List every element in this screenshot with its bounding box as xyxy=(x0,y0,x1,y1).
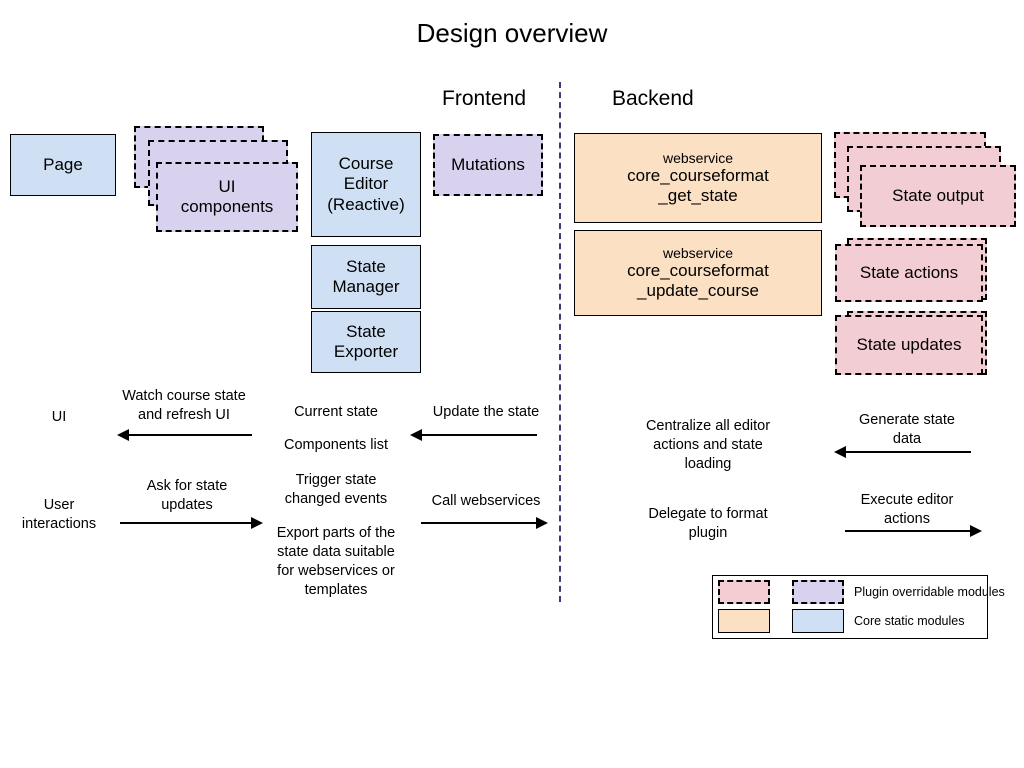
box-ui-components xyxy=(156,162,298,232)
box-state-updates-label: State updates xyxy=(856,334,962,354)
box-state-output-label: State output xyxy=(892,185,984,205)
caption-update-the-state: Update the state xyxy=(432,404,540,420)
caption-ui: UI xyxy=(51,409,67,425)
legend-swatch-pink xyxy=(718,580,770,604)
legend-row-core xyxy=(718,609,964,633)
box-webservice-update-course-line2: core_courseformat xyxy=(627,261,769,281)
legend-swatch-purple xyxy=(792,580,844,604)
arrow-watch-course-state xyxy=(128,434,252,436)
box-mutations xyxy=(433,134,543,196)
caption-centralize: Centralize all editor actions and state loading xyxy=(645,418,771,472)
arrow-generate-state-data xyxy=(845,451,971,453)
arrow-update-the-state xyxy=(421,434,537,436)
caption-execute-editor-actions: Execute editor actions xyxy=(860,492,954,527)
caption-components-list: Components list xyxy=(284,437,388,453)
box-ui-components-label-line2: components xyxy=(180,197,274,216)
box-state-actions-label: State actions xyxy=(859,262,959,282)
box-state-exporter-line2: Exporter xyxy=(333,342,399,361)
box-page-label: Page xyxy=(43,154,83,174)
legend-swatch-blue xyxy=(792,609,844,633)
box-webservice-get-state-line1: webservice xyxy=(662,149,734,166)
box-state-output xyxy=(860,165,1016,227)
legend-row-plugin xyxy=(718,580,1005,604)
box-state-manager-line2: Manager xyxy=(332,277,400,296)
arrow-execute-editor-actions xyxy=(845,530,971,532)
caption-user-interactions-line1: User xyxy=(43,497,75,513)
box-course-editor xyxy=(311,132,421,237)
caption-trigger-state-changed: Trigger state changed events xyxy=(284,472,388,507)
caption-delegate: Delegate to format plugin xyxy=(648,506,768,541)
caption-current-state: Current state xyxy=(294,404,378,420)
legend-label-plugin: Plugin overridable modules xyxy=(854,585,1005,599)
arrow-ask-for-state-updates xyxy=(120,522,252,524)
box-state-actions xyxy=(835,244,983,302)
caption-generate-state-data: Generate state data xyxy=(859,412,955,447)
box-state-updates xyxy=(835,315,983,375)
frontend-backend-divider xyxy=(559,82,561,602)
legend-swatch-orange xyxy=(718,609,770,633)
box-state-manager-line1: State xyxy=(346,256,386,276)
box-course-editor-line2: Editor xyxy=(343,174,389,194)
box-state-exporter-line1: State xyxy=(346,321,386,341)
box-state-manager xyxy=(311,245,421,309)
box-course-editor-line3: (Reactive) xyxy=(327,194,405,214)
page-title: Design overview xyxy=(416,18,608,48)
box-webservice-get-state-line2: core_courseformat xyxy=(627,166,769,186)
caption-export-parts: Export parts of the state data suitable for webservices or templates xyxy=(276,525,396,598)
box-mutations-label: Mutations xyxy=(451,154,525,174)
arrow-call-webservices xyxy=(421,522,537,524)
legend-label-core: Core static modules xyxy=(854,614,965,628)
caption-user-interactions-line2: interactions xyxy=(21,515,97,532)
box-webservice-get-state xyxy=(574,133,822,223)
caption-call-webservices: Call webservices xyxy=(431,493,541,509)
section-label-frontend: Frontend xyxy=(442,87,527,110)
box-ui-components-label-line1: UI xyxy=(218,176,236,196)
box-page xyxy=(10,134,116,196)
box-webservice-update-course xyxy=(574,230,822,316)
box-webservice-update-course-line3: _update_course xyxy=(637,281,759,301)
caption-user-interactions xyxy=(16,496,102,534)
box-course-editor-line1: Course xyxy=(338,154,394,174)
box-webservice-update-course-line1: webservice xyxy=(662,244,734,261)
caption-watch-course-state: Watch course state and refresh UI xyxy=(122,388,246,423)
caption-ask-for-state-updates: Ask for state updates xyxy=(146,478,228,513)
box-webservice-get-state-line3: _get_state xyxy=(658,186,738,206)
section-label-backend: Backend xyxy=(612,87,694,110)
box-state-exporter xyxy=(311,311,421,373)
